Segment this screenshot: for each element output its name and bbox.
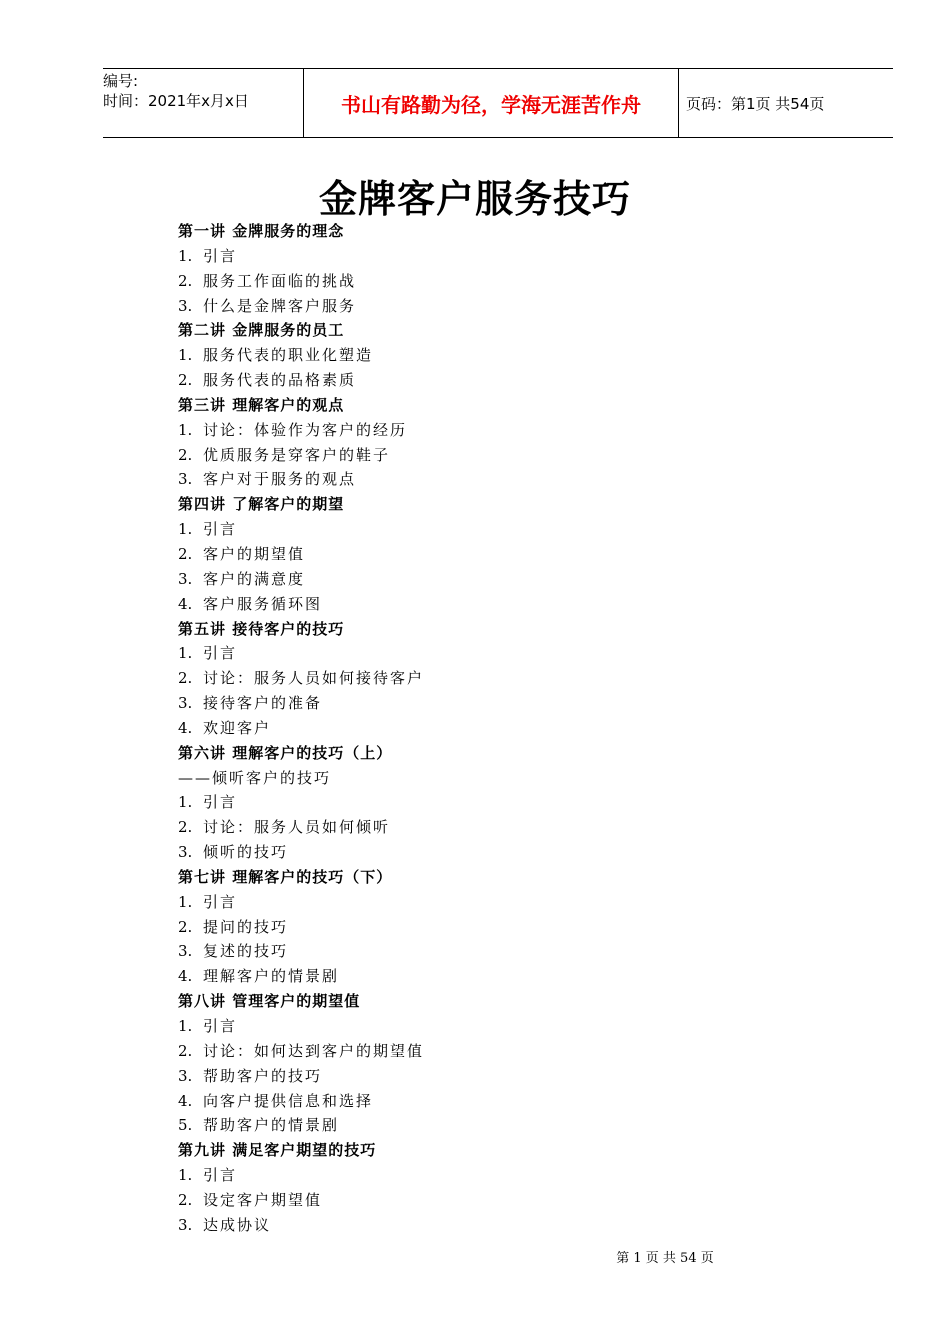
toc-item — [178, 1113, 778, 1138]
toc-item — [178, 343, 778, 368]
toc-text: 客户的期望值 — [203, 544, 306, 563]
toc-item — [178, 641, 778, 666]
toc-item — [178, 542, 778, 567]
toc-text: 客户对于服务的观点 — [203, 470, 357, 489]
toc-text: 引言 — [203, 644, 238, 663]
toc-item-number: 3. — [178, 942, 193, 961]
toc-item-number: 1. — [178, 892, 193, 911]
toc-text: 讨论：如何达到客户的期望值 — [203, 1041, 425, 1060]
toc-item-number: 1. — [178, 1017, 193, 1035]
toc-text: 客户的满意度 — [203, 569, 306, 588]
toc-text: 倾听的技巧 — [203, 843, 289, 862]
toc-section-heading — [178, 617, 778, 642]
toc-item — [178, 467, 778, 492]
toc-item-number: 4. — [178, 1091, 193, 1110]
toc-item — [178, 443, 778, 468]
toc-item-number: 4. — [178, 718, 193, 737]
toc-text: 引言 — [203, 1017, 238, 1035]
toc-item-number: 2. — [178, 818, 193, 837]
toc-text: 引言 — [203, 246, 238, 265]
toc-text: 欢迎客户 — [203, 718, 272, 737]
toc-item-number: 3. — [178, 843, 193, 862]
toc-text: 第五讲 接待客户的技巧 — [178, 619, 345, 638]
toc-item — [178, 691, 778, 716]
toc-text: 第九讲 满足客户期望的技巧 — [178, 1141, 377, 1160]
toc-item-number: 2. — [178, 917, 193, 936]
header-page-info: 页码：第1页 共54页 — [686, 94, 825, 113]
toc-item — [178, 517, 778, 542]
toc-section-heading — [178, 219, 778, 244]
toc-text: 接待客户的准备 — [203, 694, 323, 713]
toc-item — [178, 1213, 778, 1238]
toc-item — [178, 269, 778, 294]
toc-text: ——倾听客户的技巧 — [178, 768, 332, 787]
toc-item — [178, 890, 778, 915]
toc-text: 服务工作面临的挑战 — [203, 271, 357, 290]
toc-text: 第八讲 管理客户的期望值 — [178, 992, 361, 1011]
toc-item-number: 3. — [178, 569, 193, 588]
toc-text: 第六讲 理解客户的技巧（上） — [178, 743, 393, 762]
header-meta — [103, 69, 303, 139]
toc-item — [178, 1188, 778, 1213]
toc-text: 第三讲 理解客户的观点 — [178, 395, 345, 414]
toc-text: 第一讲 金牌服务的理念 — [178, 222, 345, 240]
toc-item-number: 2. — [178, 371, 193, 390]
toc-item-number: 2. — [178, 271, 193, 290]
toc-item — [178, 294, 778, 319]
toc-text: 引言 — [203, 520, 238, 539]
toc-section-heading — [178, 318, 778, 343]
toc-item — [178, 368, 778, 393]
toc-text: 第二讲 金牌服务的员工 — [178, 321, 345, 340]
toc-item-number: 1. — [178, 346, 193, 365]
toc-text: 设定客户期望值 — [203, 1190, 323, 1209]
toc-item-number: 2. — [178, 1041, 193, 1060]
toc-item — [178, 1014, 778, 1039]
toc-text: 理解客户的情景剧 — [203, 967, 340, 986]
toc-text: 复述的技巧 — [203, 942, 289, 961]
page-footer: 第 1 页 共 54 页 — [616, 1251, 714, 1266]
toc-section-heading — [178, 989, 778, 1014]
toc-item — [178, 244, 778, 269]
toc-item — [178, 567, 778, 592]
toc-section-heading — [178, 1138, 778, 1163]
toc-item — [178, 1089, 778, 1114]
toc-item — [178, 1064, 778, 1089]
toc-item — [178, 1039, 778, 1064]
code-label: 编号: — [103, 72, 139, 90]
toc-text: 达成协议 — [203, 1215, 272, 1234]
toc-text: 提问的技巧 — [203, 917, 289, 936]
toc-item — [178, 915, 778, 940]
toc-item-number: 1. — [178, 520, 193, 539]
toc-text: 什么是金牌客户服务 — [203, 296, 357, 315]
toc-item — [178, 964, 778, 989]
toc-item-number: 2. — [178, 445, 193, 464]
toc-item — [178, 716, 778, 741]
toc-text: 引言 — [203, 892, 238, 911]
toc-text: 第四讲 了解客户的期望 — [178, 495, 345, 514]
toc-item — [178, 1163, 778, 1188]
toc-section-heading — [178, 393, 778, 418]
toc-text: 服务代表的职业化塑造 — [203, 346, 374, 365]
toc-section-heading — [178, 741, 778, 766]
toc-item-number: 2. — [178, 1190, 193, 1209]
toc-item-number: 1. — [178, 1166, 193, 1185]
toc-item-number: 5. — [178, 1116, 193, 1135]
document-title: 金牌客户服务技巧 — [318, 177, 631, 221]
toc-item-number: 3. — [178, 1066, 193, 1085]
toc-section-heading — [178, 492, 778, 517]
toc-subtitle — [178, 766, 778, 791]
toc-section-heading — [178, 865, 778, 890]
toc-text: 讨论：服务人员如何接待客户 — [203, 669, 425, 688]
toc-item-number: 1. — [178, 420, 193, 439]
toc-item — [178, 418, 778, 443]
toc-item — [178, 840, 778, 865]
toc-text: 第七讲 理解客户的技巧（下） — [178, 867, 393, 886]
header-motto: 书山有路勤为径，学海无涯苦作舟 — [303, 69, 679, 137]
toc-item-number: 3. — [178, 296, 193, 315]
toc-text: 服务代表的品格素质 — [203, 371, 357, 390]
toc-item-number: 1. — [178, 793, 193, 812]
toc-item — [178, 815, 778, 840]
toc-text: 讨论：体验作为客户的经历 — [203, 420, 408, 439]
time-label: 时间：2021年x月x日 — [103, 92, 249, 110]
toc-item-number: 3. — [178, 694, 193, 713]
page-header — [103, 68, 893, 138]
toc-item — [178, 666, 778, 691]
toc-text: 讨论：服务人员如何倾听 — [203, 818, 391, 837]
toc-item — [178, 790, 778, 815]
toc-text: 帮助客户的技巧 — [203, 1066, 323, 1085]
toc-text: 优质服务是穿客户的鞋子 — [203, 445, 391, 464]
toc-item — [178, 939, 778, 964]
toc-text: 帮助客户的情景剧 — [203, 1116, 340, 1135]
toc-item-number: 3. — [178, 1215, 193, 1234]
toc-text: 客户服务循环图 — [203, 594, 323, 613]
table-of-contents — [178, 219, 778, 1238]
toc-item-number: 1. — [178, 246, 193, 265]
toc-text: 引言 — [203, 793, 238, 812]
toc-item-number: 4. — [178, 594, 193, 613]
toc-item-number: 3. — [178, 470, 193, 489]
toc-text: 向客户提供信息和选择 — [203, 1091, 374, 1110]
toc-item — [178, 592, 778, 617]
toc-item-number: 4. — [178, 967, 193, 986]
toc-item-number: 1. — [178, 644, 193, 663]
toc-item-number: 2. — [178, 544, 193, 563]
toc-text: 引言 — [203, 1166, 238, 1185]
toc-item-number: 2. — [178, 669, 193, 688]
